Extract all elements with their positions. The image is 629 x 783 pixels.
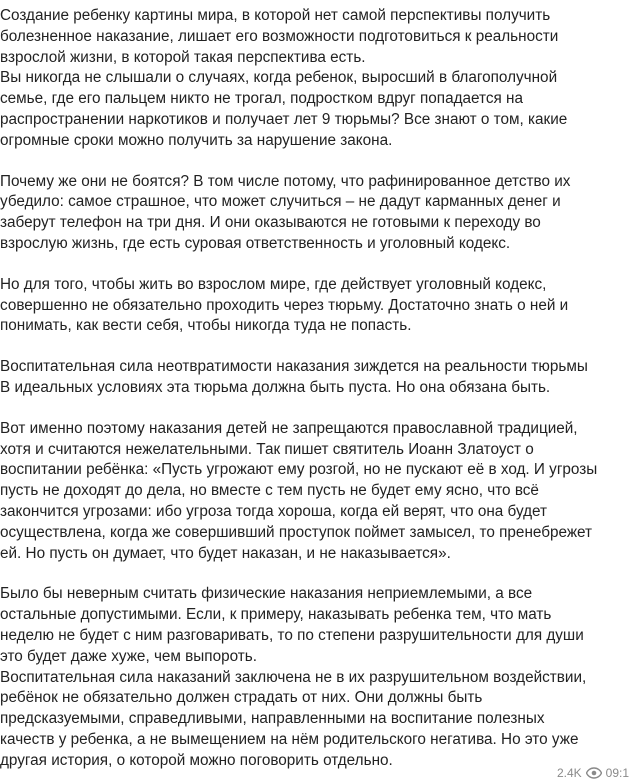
text-line: Воспитательная сила неотвратимости наказания зиждется на реальности тюрьмы: [0, 358, 588, 376]
post-meta: [553, 766, 629, 780]
text-line: Почему же они не боятся? В том числе потому, что рафинированное детство их: [0, 172, 571, 190]
text-line: взрослой жизни, в которой такая перспектива есть.: [0, 48, 366, 66]
text-line: это будет даже хуже, чем выпороть.: [0, 647, 257, 665]
paragraph-4: [0, 357, 629, 399]
text-line: Вот именно поэтому наказания детей не запрещаются православной традицией,: [0, 419, 578, 437]
text-line: остальные допустимыми. Если, к примеру, наказывать ребенка тем, что мать: [0, 606, 552, 624]
paragraph-1: [0, 6, 629, 152]
text-line: Создание ребенку картины мира, в которой нет самой перспективы получить: [0, 7, 551, 24]
text-line: семье, где его пальцем никто не трогал, подростком вдруг попадается на: [0, 90, 523, 108]
text-line: качеств у ребенка, а не вымещением на нём родительского негатива. Но это уже: [0, 730, 579, 748]
text-line: заберут телефон на три дня. И они оказываются не готовыми к переходу во: [0, 214, 541, 232]
text-line: неделю не будет с ним разговаривать, то по степени разрушительности для души: [0, 626, 584, 644]
text-line: убедило: самое страшное, что может случиться – не дадут карманных денег и: [0, 193, 561, 211]
post-time: 09:1: [605, 766, 629, 780]
text-line: хотя и считаются нежелательными. Так пишет святитель Иоанн Златоуст о: [0, 440, 534, 458]
text-line: совершенно не обязательно проходить через тюрьму. Достаточно знать о ней и: [0, 296, 569, 314]
text-line: болезненное наказание, лишает его возможности подготовиться к реальности: [0, 27, 559, 45]
text-line: взрослую жизнь, где есть суровая ответственность и уголовный кодекс.: [0, 234, 511, 252]
text-line: Было бы неверным считать физические наказания неприемлемыми, а все: [0, 585, 533, 603]
text-line: другая история, о которой можно поговорить отдельно.: [0, 751, 393, 769]
text-line: Вы никогда не слышали о случаях, когда ребенок, выросший в благополучной: [0, 69, 558, 87]
text-line: огромные сроки можно получить за нарушение закона.: [0, 131, 393, 149]
text-line: осуществлена, когда же совершивший проступок поймет замысел, то пренебрежет: [0, 523, 593, 541]
text-line: закончится угрозами: ибо угроза тогда хороша, когда ей верят, что она будет: [0, 502, 548, 520]
text-line: пусть не доходят до дела, но вместе с тем пусть не будет ему ясно, что всё: [0, 482, 539, 500]
paragraph-2: [0, 172, 629, 255]
text-line: распространении наркотиков и получает лет 9 тюрьмы? Все знают о том, какие: [0, 110, 568, 128]
eye-icon: [586, 767, 602, 779]
paragraph-3: [0, 275, 629, 337]
text-line: ей. Но пусть он думает, что будет наказан, и не наказывается».: [0, 544, 451, 562]
text-line: предсказуемыми, справедливыми, направленными на воспитание полезных: [0, 710, 545, 728]
text-line: понимать, как вести себя, чтобы никогда туда не попасть.: [0, 317, 412, 335]
view-count: 2.4K: [556, 766, 582, 780]
text-line: Воспитательная сила наказаний заключена не в их разрушительном воздействии,: [0, 668, 587, 686]
text-line: воспитании ребёнка: «Пусть угрожают ему розгой, но не пускают её в ход. И угрозы: [0, 461, 598, 479]
paragraph-5: [0, 419, 629, 565]
paragraph-6: [0, 584, 629, 771]
text-line: Но для того, чтобы жить во взрослом мире, где действует уголовный кодекс,: [0, 275, 547, 293]
text-line: ребёнок не обязательно должен страдать от них. Они должны быть: [0, 689, 483, 707]
text-line: В идеальных условиях эта тюрьма должна быть пуста. Но она обязана быть.: [0, 378, 551, 396]
